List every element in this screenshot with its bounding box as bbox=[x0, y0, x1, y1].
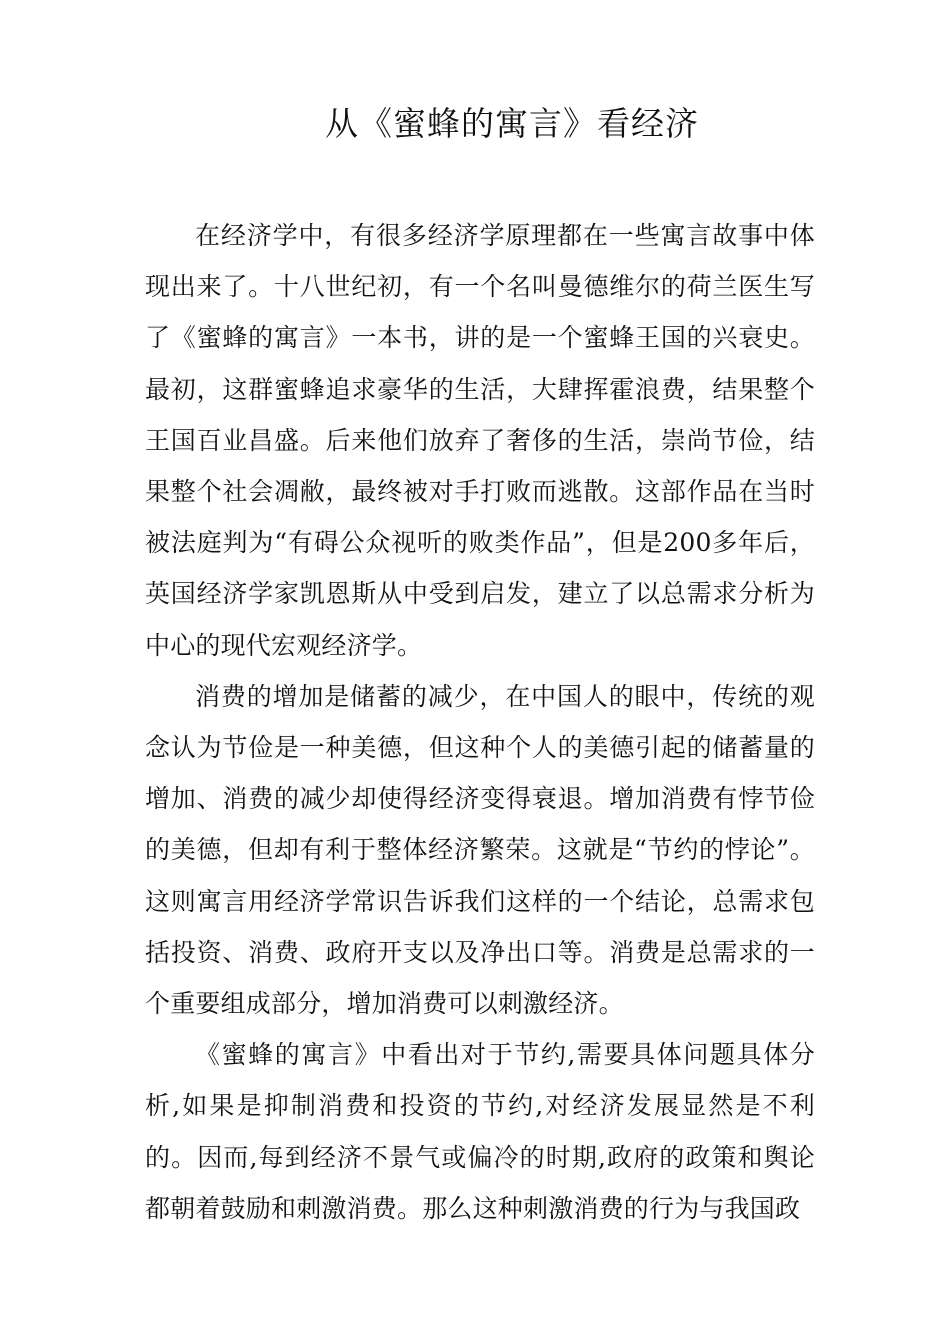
paragraph-1: 在经济学中，有很多经济学原理都在一些寓言故事中体现出来了。十八世纪初，有一个名叫曼德维尔的荷兰医生写了《蜜蜂的寓言》一本书，讲的是一个蜜蜂王国的兴衰史。最初，这群蜜蜂追求豪华的生活，大肆挥霍浪费，结果整个王国百业昌盛。后来他们放弃了奢侈的生活，崇尚节俭，结果整个社会凋敝，最终被对手打败而逃散。这部作品在当时被法庭判为“有碍公众视听的败类作品”，但是200多年后，英国经济学家凯恩斯从中受到启发，建立了以总需求分析为中心的现代宏观经济学。 bbox=[145, 221, 815, 660]
document-title: 从《蜜蜂的寓言》看经济 bbox=[325, 104, 699, 143]
document-body bbox=[145, 210, 815, 1234]
paragraph-3: 《蜜蜂的寓言》中看出对于节约,需要具体问题具体分析,如果是抑制消费和投资的节约,对经济发展显然是不利的。因而,每到经济不景气或偏冷的时期,政府的政策和舆论都朝着鼓励和刺激消费。那么这种刺激消费的行为与我国政 bbox=[145, 1040, 815, 1223]
paragraph-2: 消费的增加是储蓄的减少，在中国人的眼中，传统的观念认为节俭是一种美德，但这种个人的美德引起的储蓄量的增加、消费的减少却使得经济变得衰退。增加消费有悖节俭的美德，但却有利于整体经济繁荣。这就是“节约的悖论”。这则寓言用经济学常识告诉我们这样的一个结论，总需求包括投资、消费、政府开支以及净出口等。消费是总需求的一个重要组成部分，增加消费可以刺激经济。 bbox=[145, 681, 815, 1019]
